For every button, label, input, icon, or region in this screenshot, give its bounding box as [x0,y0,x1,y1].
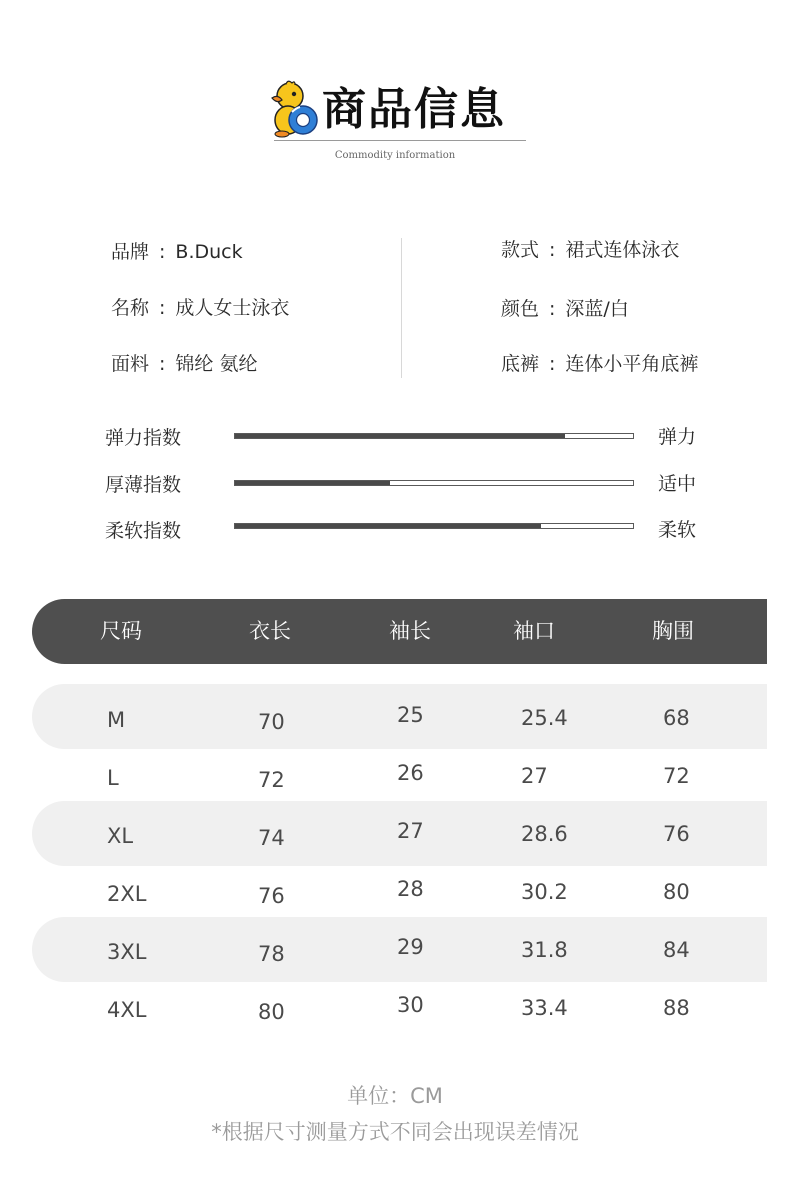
duck-mascot-icon [268,80,320,138]
thickness-index-value: 适中 [658,473,697,495]
cell-length: 70 [258,710,285,734]
info-value: 裙式连体泳衣 [565,239,680,261]
cell-chest: 88 [663,996,690,1020]
cell-chest: 72 [663,764,690,788]
title-underline [274,140,526,141]
cell-size: M [107,708,126,732]
cell-sleeve: 28 [397,877,424,901]
info-value: 成人女士泳衣 [175,297,290,319]
cell-cuff: 25.4 [521,706,568,730]
thickness-index-bar [234,480,634,486]
softness-index-value: 柔软 [658,519,697,541]
softness-index-fill [235,524,541,528]
cell-cuff: 30.2 [521,880,568,904]
elasticity-index-bar [234,433,634,439]
cell-cuff: 28.6 [521,822,568,846]
info-color: 颜色 : 深蓝/白 [501,298,629,320]
cell-chest: 80 [663,880,690,904]
thickness-index-fill [235,481,390,485]
cell-chest: 76 [663,822,690,846]
info-style: 款式 : 裙式连体泳衣 [501,239,680,261]
thickness-index-label: 厚薄指数 [105,474,182,496]
cell-size: 3XL [107,940,147,964]
cell-size: L [107,766,119,790]
cell-sleeve: 26 [397,761,424,785]
header-chest: 胸围 [652,619,694,643]
page-title: 商品信息 [322,84,506,135]
cell-sleeve: 25 [397,703,424,727]
cell-length: 76 [258,884,285,908]
info-divider [401,238,402,378]
info-bottom: 底裤 : 连体小平角底裤 [501,353,699,375]
info-label: 款式 [501,239,540,261]
header-sleeve-length: 袖长 [389,619,431,643]
cell-chest: 68 [663,706,690,730]
info-name: 名称 : 成人女士泳衣 [111,297,290,319]
cell-length: 80 [258,1000,285,1024]
elasticity-index-fill [235,434,565,438]
info-label: 底裤 [501,353,540,375]
info-value: 深蓝/白 [565,298,629,320]
softness-index-label: 柔软指数 [105,520,182,542]
info-value: 锦纶 氨纶 [175,353,258,375]
cell-chest: 84 [663,938,690,962]
info-brand: 品牌 : B.Duck [111,241,243,263]
cell-sleeve: 27 [397,819,424,843]
header-size: 尺码 [100,619,142,643]
info-label: 名称 [111,297,150,319]
info-label: 面料 [111,353,150,375]
header-cuff: 袖口 [513,619,555,643]
measurement-disclaimer: *根据尺寸测量方式不同会出现误差情况 [211,1120,579,1144]
cell-length: 72 [258,768,285,792]
info-value: 连体小平角底裤 [565,353,699,375]
cell-cuff: 33.4 [521,996,568,1020]
cell-size: XL [107,824,134,848]
cell-size: 2XL [107,882,147,906]
cell-sleeve: 30 [397,993,424,1017]
cell-cuff: 27 [521,764,548,788]
info-label: 颜色 [501,298,540,320]
softness-index-bar [234,523,634,529]
cell-sleeve: 29 [397,935,424,959]
elasticity-index-label: 弹力指数 [105,427,182,449]
cell-size: 4XL [107,998,147,1022]
unit-note: 单位：CM [347,1084,443,1108]
cell-cuff: 31.8 [521,938,568,962]
info-label: 品牌 [111,241,150,263]
info-value: B.Duck [175,241,243,263]
info-fabric: 面料 : 锦纶 氨纶 [111,353,258,375]
cell-length: 78 [258,942,285,966]
elasticity-index-value: 弹力 [658,426,697,448]
cell-length: 74 [258,826,285,850]
header-length: 衣长 [249,619,291,643]
page-subtitle: Commodity information [334,150,456,161]
